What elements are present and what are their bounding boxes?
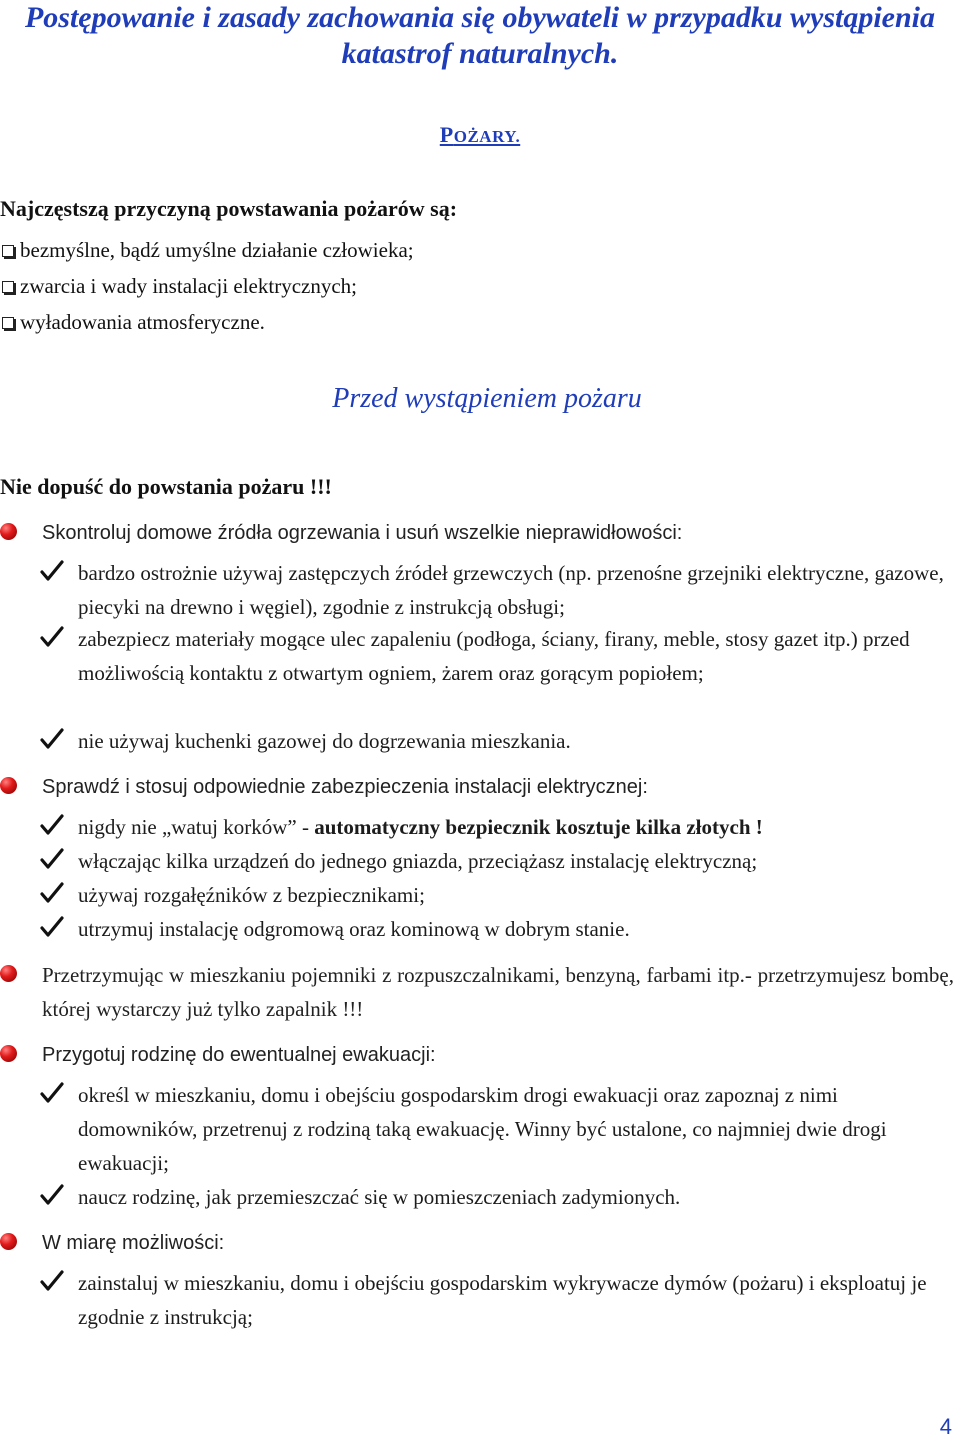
- red-ball-icon: [0, 965, 17, 982]
- main-item-text: Przetrzymując w mieszkaniu pojemniki z rozpuszczalnikami, benzyną, farbami itp.- przetrzymujesz bombę, której wystarczy już tylko zapalnik !!!: [42, 963, 954, 1021]
- check-text-normal: nigdy nie „watuj korków” -: [78, 815, 315, 839]
- page-number: 4: [939, 1414, 952, 1439]
- subheading: Przed wystąpieniem pożaru: [332, 383, 642, 414]
- checkbox-icon: [2, 281, 14, 293]
- checkmark-icon: [40, 728, 64, 750]
- check-text-bold: automatyczny bezpiecznik kosztuje kilka złotych !: [314, 815, 763, 839]
- check-text: naucz rodzinę, jak przemieszczać się w pomieszczeniach zadymionych.: [78, 1185, 681, 1209]
- list-item: [2, 232, 414, 268]
- causes-heading: Najczęstszą przyczyną powstawania pożarów są:: [0, 196, 458, 221]
- check-text: zabezpiecz materiały mogące ulec zapaleniu (podłoga, ściany, firany, meble, stosy gazet itp.) przed możliwością kontaktu z otwartym ogniem, żarem oraz gorącym popiołem;: [78, 627, 910, 685]
- check-text: nie używaj kuchenki gazowej do dogrzewania mieszkania.: [78, 729, 571, 753]
- cause-text: wyładowania atmosferyczne.: [20, 309, 265, 334]
- cause-text: zwarcia i wady instalacji elektrycznych;: [20, 273, 358, 298]
- checkbox-icon: [2, 317, 14, 329]
- red-ball-icon: [0, 1045, 17, 1062]
- checkmark-icon: [40, 848, 64, 870]
- checkmark-icon: [40, 814, 64, 836]
- cause-text: bezmyślne, bądź umyślne działanie człowieka;: [20, 237, 414, 262]
- section-title-first: P: [439, 122, 454, 147]
- red-ball-icon: [0, 777, 17, 794]
- main-item-text: Sprawdź i stosuj odpowiednie zabezpieczenia instalacji elektrycznej:: [42, 776, 648, 798]
- main-item-text: Przygotuj rodzinę do ewentualnej ewakuacji:: [42, 1044, 436, 1066]
- checkmark-icon: [40, 626, 64, 648]
- check-text: [78, 810, 955, 844]
- red-ball-icon: [0, 523, 17, 540]
- red-ball-icon: [0, 1233, 17, 1250]
- list-item: [2, 268, 414, 304]
- list-item: [2, 304, 414, 340]
- checkmark-icon: [40, 1184, 64, 1206]
- section-title: [0, 120, 960, 152]
- check-text: zainstaluj w mieszkaniu, domu i obejściu gospodarskim wykrywacze dymów (pożaru) i eksploatuj je zgodnie z instrukcją;: [78, 1271, 927, 1329]
- check-text: włączając kilka urządzeń do jednego gniazda, przeciążasz instalację elektryczną;: [78, 849, 758, 873]
- check-text: określ w mieszkaniu, domu i obejściu gospodarskim drogi ewakuacji oraz zapoznaj z nimi domowników, przetrenuj z rodziną taką ewakuację. Winny być ustalone, co najmniej dwie drogi ewakuacji;: [78, 1083, 887, 1175]
- checkbox-icon: [2, 245, 14, 257]
- checkmark-icon: [40, 882, 64, 904]
- main-item-text: W miarę możliwości:: [42, 1232, 225, 1254]
- document-title: Postępowanie i zasady zachowania się obywateli w przypadku wystąpienia katastrof naturalnych.: [24, 1, 936, 70]
- causes-list: [2, 232, 414, 340]
- checkmark-icon: [40, 560, 64, 582]
- checkmark-icon: [40, 1082, 64, 1104]
- checkmark-icon: [40, 1270, 64, 1292]
- check-text: używaj rozgałęźników z bezpiecznikami;: [78, 883, 425, 907]
- check-text: utrzymuj instalację odgromową oraz kominową w dobrym stanie.: [78, 917, 630, 941]
- warning-line: Nie dopuść do powstania pożaru !!!: [0, 474, 332, 499]
- main-item-text: Skontroluj domowe źródła ogrzewania i usuń wszelkie nieprawidłowości:: [42, 522, 683, 544]
- checkmark-icon: [40, 916, 64, 938]
- check-text: bardzo ostrożnie używaj zastępczych źródeł grzewczych (np. przenośne grzejniki elektryczne, gazowe, piecyki na drewno i węgiel), zgodnie z instrukcją obsługi;: [78, 561, 944, 619]
- section-title-rest: OŻARY.: [453, 127, 521, 146]
